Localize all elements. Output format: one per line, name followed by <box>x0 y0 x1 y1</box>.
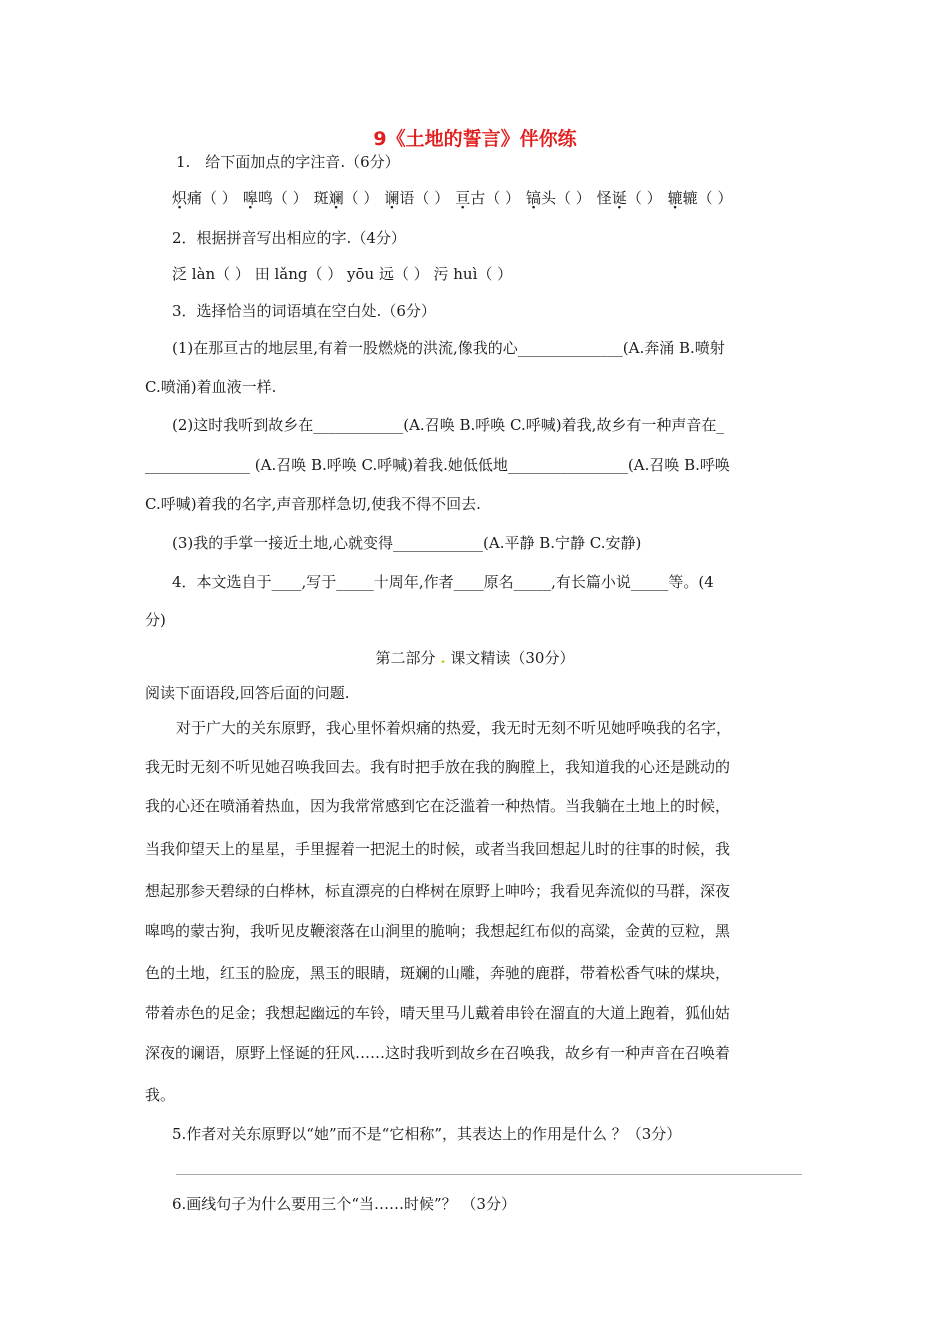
q1-item-suffix: （ ） <box>626 189 662 207</box>
q1-item-suffix: 语（ ） <box>399 189 450 207</box>
q1-item <box>314 189 379 207</box>
q3-line-6: (3)我的手掌一接近土地,心就变得____________(A.平静 B.宁静 C.安静) <box>172 534 642 552</box>
passage-line: 对于广大的关东原野，我心里怀着炽痛的热爱，我无时无刻不听见她呼唤我的名字， <box>176 719 732 737</box>
part2-heading <box>0 648 950 668</box>
q1-item-prefix: 斑 <box>313 189 329 207</box>
q1-item-suffix: 头（ ） <box>541 189 591 207</box>
q1-item <box>384 189 449 207</box>
q1-item <box>526 189 591 207</box>
passage-line: 我。 <box>145 1086 176 1104</box>
passage-line: 带着赤色的足金；我想起幽远的车铃，晴天里马儿戴着串铃在溜直的大道上跑着，狐仙姑 <box>145 1004 731 1022</box>
q1-item-dotted-char: 镐 <box>526 189 542 207</box>
part2-dot: . <box>440 649 446 667</box>
passage-line: 嗥鸣的蒙古狗，我听见皮鞭滚落在山涧里的脆响；我想起红布似的高粱，金黄的豆粒，黑 <box>145 922 731 940</box>
passage-line: 我无时无刻不听见她召唤我回去。我有时把手放在我的胸膛上，我知道我的心还是跳动的 <box>145 758 731 776</box>
q1-item-dotted-char: 辘 <box>667 189 683 207</box>
q1-item-dotted-char: 炽 <box>172 189 188 207</box>
q1-item-dotted-char: 斓 <box>328 189 344 207</box>
q4-line-2: 分) <box>145 611 166 629</box>
q1-item <box>243 189 308 207</box>
passage-line: 色的土地，红玉的脸庞，黑玉的眼睛，斑斓的山雕，奔驰的鹿群，带着松香气味的煤块， <box>145 964 731 982</box>
part2-left: 第二部分 <box>375 649 436 667</box>
q5-question: 5.作者对关东原野以“她”而不是“它相称”，其表达上的作用是什么 ？（3分） <box>172 1125 682 1143</box>
q3-line-2: C.喷涌)着血液一样. <box>145 378 277 396</box>
reading-instruction: 阅读下面语段,回答后面的问题. <box>145 684 350 702</box>
q1-item-dotted-char: 嗥 <box>242 189 258 207</box>
q3-line-3: (2)这时我听到故乡在____________(A.召唤 B.呼唤 C.呼喊)着我,故乡有一种声音在_ <box>172 416 724 434</box>
q1-item-suffix: （ ） <box>343 189 379 207</box>
q1-item <box>455 189 520 207</box>
q3-heading: 3．选择恰当的词语填在空白处.（6分） <box>172 302 436 320</box>
q1-item <box>597 189 662 207</box>
q1-item-dotted-char: 谰 <box>384 189 400 207</box>
q4-line-1: 4．本文选自于____,写于_____十周年,作者____原名_____,有长篇小说_____等。(4 <box>172 573 714 591</box>
q1-item <box>668 189 733 207</box>
page-title: 9《土地的誓言》伴你练 <box>373 128 577 150</box>
q3-line-4: ______________ (A.召唤 B.呼唤 C.呼喊)着我.她低低地________________(A.召唤 B.呼唤 <box>145 456 730 474</box>
passage-line: 想起那参天碧绿的白桦林，标直漂亮的白桦树在原野上呻吟；我看见奔流似的马群，深夜 <box>145 882 731 900</box>
q1-item-suffix: 鸣（ ） <box>257 189 308 207</box>
q1-item-suffix: 古（ ） <box>470 189 520 207</box>
part2-right: 课文精读（30分） <box>450 649 575 667</box>
passage-line: 深夜的谰语，原野上怪诞的狂风……这时我听到故乡在召唤我，故乡有一种声音在召唤着 <box>145 1044 731 1062</box>
q1-heading: 1. 给下面加点的字注音.（6分） <box>176 153 400 171</box>
q1-item <box>172 189 237 207</box>
q3-line-1: (1)在那亘古的地层里,有着一股燃烧的洪流,像我的心______________(A.奔涌 B.喷射 <box>172 339 725 357</box>
q2-pinyin-line: 泛 làn（ ） 田 lǎng（ ） yōu 远（ ） 污 huì（ ） <box>172 265 513 283</box>
q1-item-dotted-char: 诞 <box>611 189 627 207</box>
q3-line-5: C.呼喊)着我的名字,声音那样急切,使我不得不回去. <box>145 495 481 513</box>
passage-line: 当我仰望天上的星星，手里握着一把泥土的时候，或者当我回想起儿时的往事的时候，我 <box>145 840 731 858</box>
q5-answer-line[interactable] <box>176 1174 802 1175</box>
q1-item-dotted-char: 亘 <box>455 189 471 207</box>
q1-pinyin-items <box>172 188 738 208</box>
q6-question: 6.画线句子为什么要用三个“当……时候”？ （3分） <box>172 1195 516 1213</box>
q2-heading: 2．根据拼音写出相应的字.（4分） <box>172 229 406 247</box>
passage-line: 我的心还在喷涌着热血，因为我常常感到它在泛滥着一种热情。当我躺在土地上的时候， <box>145 797 731 815</box>
q1-item-suffix: 辘（ ） <box>682 189 733 207</box>
q1-item-prefix: 怪 <box>596 189 612 207</box>
q1-item-suffix: 痛（ ） <box>187 189 237 207</box>
